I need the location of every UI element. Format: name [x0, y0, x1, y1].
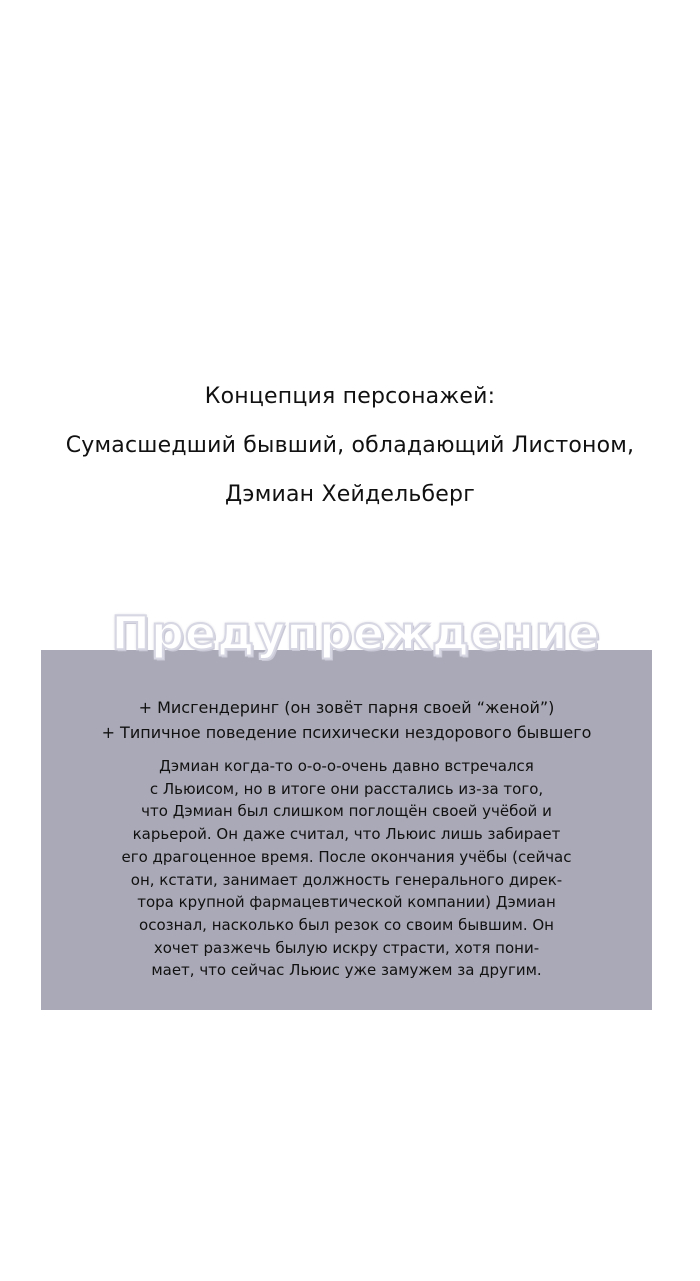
description-line: он, кстати, занимает должность генерального дирек- — [130, 870, 563, 889]
concept-heading: Концепция персонажей: — [204, 384, 496, 409]
description-line: хочет разжечь былую искру страсти, хотя пони- — [153, 938, 540, 957]
concept-character-name: Дэмиан Хейдельберг — [225, 482, 475, 507]
description-line: мает, что сейчас Льюис уже замужем за другим. — [151, 961, 542, 980]
warning-bullet-behavior: + Типичное поведение психически нездорового бывшего — [101, 723, 592, 742]
description-line: тора крупной фармацевтической компании) Дэмиан — [137, 893, 556, 912]
warning-bullet-misgendering: + Мисгендеринг (он зовёт парня своей “женой”) — [138, 698, 555, 717]
description-line: что Дэмиан был слишком поглощён своей учёбой и — [141, 802, 552, 821]
warning-title: Предупреждение — [111, 606, 601, 660]
description-line: с Льюисом, но в итоге они расстались из-за того, — [149, 779, 544, 798]
warning-box — [41, 650, 652, 1010]
concept-description: Сумасшедший бывший, обладающий Листоном, — [65, 433, 635, 458]
description-line: Дэмиан когда-то о-о-о-очень давно встречался — [159, 757, 534, 775]
description-line: его драгоценное время. После окончания учёбы (сейчас — [121, 847, 572, 866]
description-line: осознал, насколько был резок со своим бывшим. Он — [139, 915, 554, 934]
character-concept — [0, 372, 700, 519]
description-line: карьерой. Он даже считал, что Льюис лишь забирает — [132, 825, 561, 844]
warning-description — [41, 755, 652, 982]
warning-bullets — [41, 695, 652, 745]
